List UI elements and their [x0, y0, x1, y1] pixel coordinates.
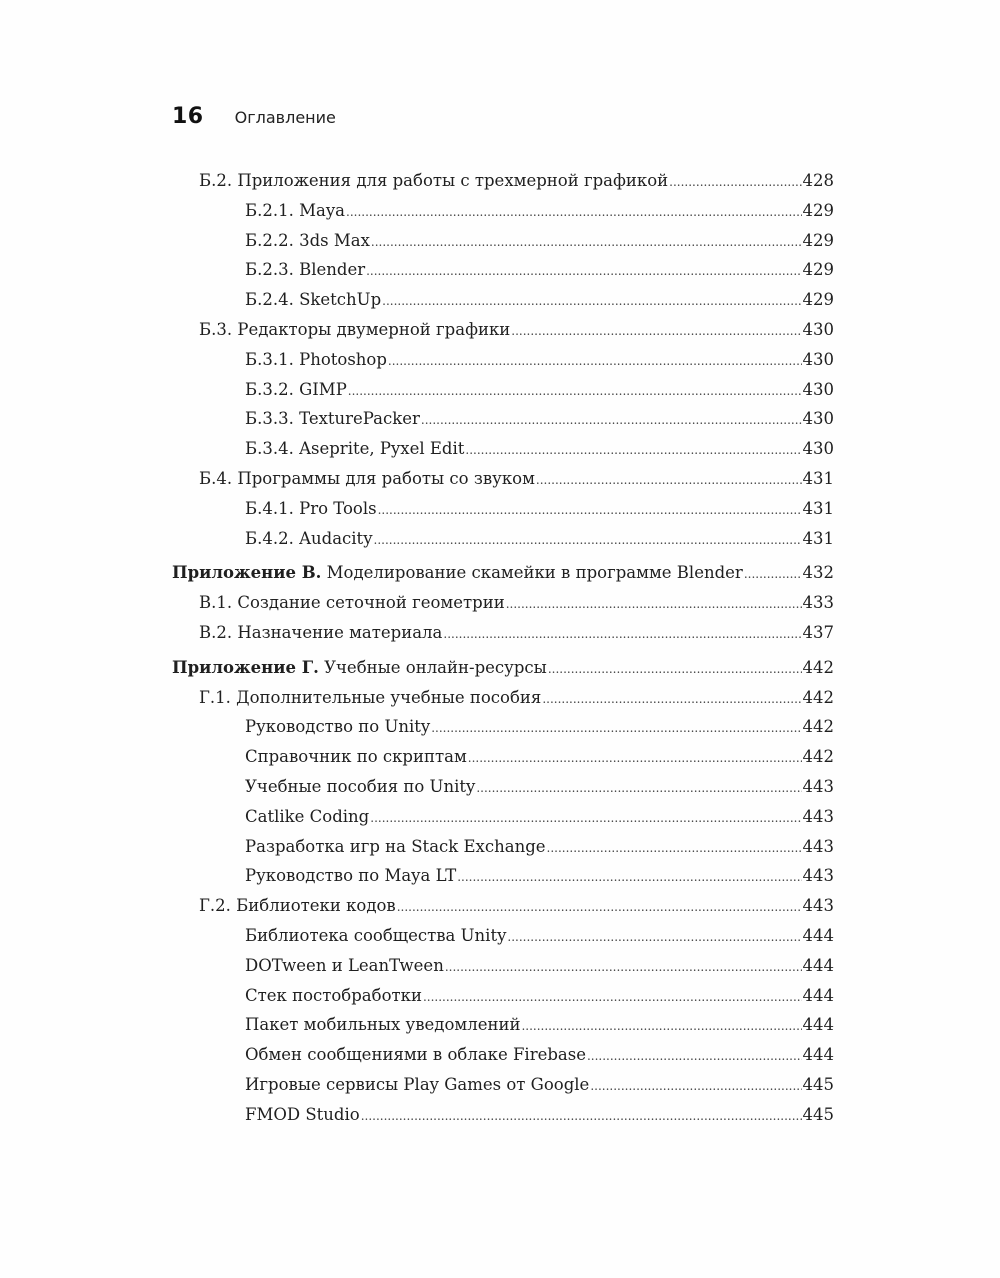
toc-page-number: 429 — [802, 290, 834, 310]
toc-entry-text: Б.2.2. 3ds Max — [245, 230, 370, 250]
toc-section-entry — [172, 683, 834, 713]
toc-entry-text: Библиотека сообщества Unity — [245, 925, 507, 945]
toc-entry-text: Г.2. Библиотеки кодов — [199, 896, 396, 916]
dot-leader — [744, 560, 802, 590]
toc-entry-text: Б.2.3. Blender — [245, 260, 366, 280]
toc-entry-text: В.1. Создание сеточной геометрии — [199, 593, 505, 613]
toc-entry-text: Стек постобработки — [245, 985, 422, 1005]
dot-leader — [366, 257, 801, 287]
toc-section-entry — [172, 315, 834, 345]
toc-entry-text: FMOD Studio — [245, 1104, 360, 1124]
toc-subsection-entry — [172, 802, 834, 832]
running-head — [172, 104, 336, 136]
toc-page-number: 442 — [802, 747, 834, 767]
toc-page-number: 444 — [802, 1015, 834, 1035]
toc-entry-text: Б.4. Программы для работы со звуком — [199, 468, 535, 488]
toc-subsection-entry — [172, 981, 834, 1011]
toc-entry-text: Catlike Coding — [245, 806, 370, 826]
toc-entry-title — [245, 434, 464, 464]
toc-entry-title — [245, 861, 456, 891]
toc-section-entry — [172, 464, 834, 494]
toc-entry-title — [245, 524, 373, 554]
toc-entry-title — [245, 802, 369, 832]
dot-leader — [542, 685, 801, 715]
toc-subsection-entry — [172, 255, 834, 285]
toc-entry-text: Б.3.4. Aseprite, Pyxel Edit — [245, 439, 465, 459]
toc-page-number: 429 — [802, 200, 834, 220]
dot-leader — [587, 1042, 802, 1072]
toc-entry-text: Игровые сервисы Play Games от Google — [245, 1074, 590, 1094]
dot-leader — [370, 804, 801, 834]
toc-page-number: 430 — [802, 409, 834, 429]
dot-leader — [548, 655, 802, 685]
toc-page-number: 444 — [802, 985, 834, 1005]
toc-entry-title — [245, 226, 370, 256]
toc-section-entry — [172, 588, 834, 618]
toc-entry-title — [245, 1040, 586, 1070]
dot-leader — [457, 863, 801, 893]
toc-appendix-label: Приложение В. — [172, 563, 322, 583]
toc-entry-title — [245, 772, 475, 802]
toc-entry-title — [245, 255, 365, 285]
dot-leader — [374, 526, 802, 556]
toc-entry-text: Б.3. Редакторы двумерной графики — [199, 319, 511, 339]
toc-entry-text: Справочник по скриптам — [245, 747, 467, 767]
toc-page-number: 431 — [802, 528, 834, 548]
toc-entry-text: Б.4.1. Pro Tools — [245, 498, 377, 518]
toc-page-number: 433 — [802, 593, 834, 613]
toc-entry-title — [245, 1100, 360, 1130]
toc-subsection-entry — [172, 285, 834, 315]
toc-entry-title — [245, 742, 467, 772]
toc-page-number: 432 — [802, 563, 834, 583]
toc-page-number: 443 — [802, 866, 834, 886]
toc-entry-text: Разработка игр на Stack Exchange — [245, 836, 546, 856]
dot-leader — [423, 983, 802, 1013]
toc-subsection-entry — [172, 494, 834, 524]
dot-leader — [507, 923, 801, 953]
toc-subsection-entry — [172, 404, 834, 434]
toc-page-number: 430 — [802, 319, 834, 339]
toc-page-number: 431 — [802, 468, 834, 488]
toc-subsection-entry — [172, 196, 834, 226]
dot-leader — [445, 953, 802, 983]
toc-entry-title — [172, 558, 743, 588]
running-head-title: Оглавление — [234, 108, 336, 127]
toc-entry-title — [199, 588, 505, 618]
toc-subsection-entry — [172, 742, 834, 772]
toc-entry-text: Обмен сообщениями в облаке Firebase — [245, 1045, 586, 1065]
toc-appendix-entry — [172, 653, 834, 683]
toc-subsection-entry — [172, 434, 834, 464]
toc-entry-title — [199, 464, 535, 494]
toc-appendix-entry — [172, 558, 834, 588]
toc-entry-title — [245, 404, 420, 434]
toc-page-number: 445 — [802, 1104, 834, 1124]
toc-entry-text: Б.2.1. Maya — [245, 200, 345, 220]
dot-leader — [521, 1012, 801, 1042]
toc-entry-title — [199, 166, 668, 196]
toc-entry-text: Б.2.4. SketchUp — [245, 290, 382, 310]
toc-entry-title — [245, 375, 347, 405]
toc-page-number: 443 — [802, 806, 834, 826]
toc-subsection-entry — [172, 832, 834, 862]
toc-subsection-entry — [172, 524, 834, 554]
dot-leader — [382, 287, 801, 317]
toc-entry-title — [199, 683, 541, 713]
toc-page-number: 444 — [802, 1045, 834, 1065]
toc-section-entry — [172, 618, 834, 648]
toc-entry-text: DOTween и LeanTween — [245, 955, 444, 975]
toc-entry-title — [245, 832, 546, 862]
toc-subsection-entry — [172, 345, 834, 375]
toc-entry-text: Б.2. Приложения для работы с трехмерной графикой — [199, 171, 669, 190]
dot-leader — [590, 1072, 801, 1102]
toc-page-number: 443 — [802, 896, 834, 916]
toc-subsection-entry — [172, 1040, 834, 1070]
toc-entry-text: Пакет мобильных уведомлений — [245, 1015, 521, 1035]
toc-subsection-entry — [172, 921, 834, 951]
toc-page-number: 431 — [802, 498, 834, 518]
dot-leader — [348, 377, 802, 407]
toc-entry-text: Учебные пособия по Unity — [245, 776, 476, 796]
dot-leader — [388, 347, 802, 377]
toc-entry-title — [245, 1070, 589, 1100]
table-of-contents — [172, 166, 834, 1130]
toc-entry-title — [245, 1010, 520, 1040]
toc-subsection-entry — [172, 226, 834, 256]
dot-leader — [443, 620, 801, 650]
dot-leader — [511, 317, 801, 347]
toc-page-number: 442 — [802, 717, 834, 737]
dot-leader — [397, 893, 802, 923]
toc-entry-title — [245, 345, 387, 375]
toc-page-number: 430 — [802, 349, 834, 369]
toc-page-number: 442 — [802, 687, 834, 707]
dot-leader — [476, 774, 801, 804]
dot-leader — [421, 406, 802, 436]
toc-entry-title — [199, 891, 396, 921]
dot-leader — [536, 466, 802, 496]
toc-entry-title — [245, 494, 377, 524]
toc-entry-title — [199, 315, 510, 345]
dot-leader — [669, 168, 801, 198]
dot-leader — [431, 714, 801, 744]
toc-entry-title — [245, 285, 381, 315]
toc-entry-text: Г.1. Дополнительные учебные пособия — [199, 687, 542, 707]
toc-page-number: 443 — [802, 836, 834, 856]
toc-page-number: 443 — [802, 776, 834, 796]
toc-page-number: 437 — [802, 622, 834, 642]
dot-leader — [468, 744, 802, 774]
dot-leader — [506, 590, 802, 620]
toc-entry-text: Б.3.3. TexturePacker — [245, 409, 420, 429]
toc-section-entry — [172, 166, 834, 196]
toc-page-number: 444 — [802, 925, 834, 945]
toc-entry-text: Руководство по Maya LT — [245, 866, 457, 886]
toc-page-number: 429 — [802, 230, 834, 250]
dot-leader — [371, 228, 802, 258]
toc-subsection-entry — [172, 1010, 834, 1040]
toc-section-entry — [172, 891, 834, 921]
dot-leader — [346, 198, 802, 228]
toc-entry-text: Руководство по Unity — [245, 717, 431, 737]
toc-entry-text: Б.3.1. Photoshop — [245, 349, 387, 369]
toc-entry-text: Б.4.2. Audacity — [245, 528, 373, 548]
toc-entry-title — [245, 712, 430, 742]
dot-leader — [378, 496, 802, 526]
toc-entry-text: В.2. Назначение материала — [199, 622, 443, 642]
dot-leader — [547, 834, 802, 864]
toc-page-number: 430 — [802, 379, 834, 399]
toc-entry-title — [245, 196, 345, 226]
toc-entry-title — [172, 653, 547, 683]
toc-page-number: 430 — [802, 439, 834, 459]
toc-subsection-entry — [172, 712, 834, 742]
dot-leader — [465, 436, 801, 466]
toc-page-number: 445 — [802, 1074, 834, 1094]
toc-entry-text: Б.3.2. GIMP — [245, 379, 347, 399]
toc-entry-text: Учебные онлайн-ресурсы — [318, 657, 547, 677]
toc-subsection-entry — [172, 861, 834, 891]
toc-entry-title — [245, 951, 444, 981]
toc-appendix-label: Приложение Г. — [172, 657, 319, 677]
toc-page-number: 428 — [802, 171, 834, 190]
toc-entry-title — [199, 618, 442, 648]
toc-subsection-entry — [172, 951, 834, 981]
toc-page-number: 429 — [802, 260, 834, 280]
toc-entry-title — [245, 981, 422, 1011]
toc-entry-title — [245, 921, 506, 951]
toc-subsection-entry — [172, 1100, 834, 1130]
toc-entry-text: Моделирование скамейки в программе Blender — [321, 563, 743, 583]
page-number: 16 — [172, 104, 204, 129]
toc-page-number: 444 — [802, 955, 834, 975]
toc-subsection-entry — [172, 375, 834, 405]
toc-page-number: 442 — [802, 657, 834, 677]
toc-subsection-entry — [172, 1070, 834, 1100]
toc-subsection-entry — [172, 772, 834, 802]
dot-leader — [361, 1102, 802, 1132]
